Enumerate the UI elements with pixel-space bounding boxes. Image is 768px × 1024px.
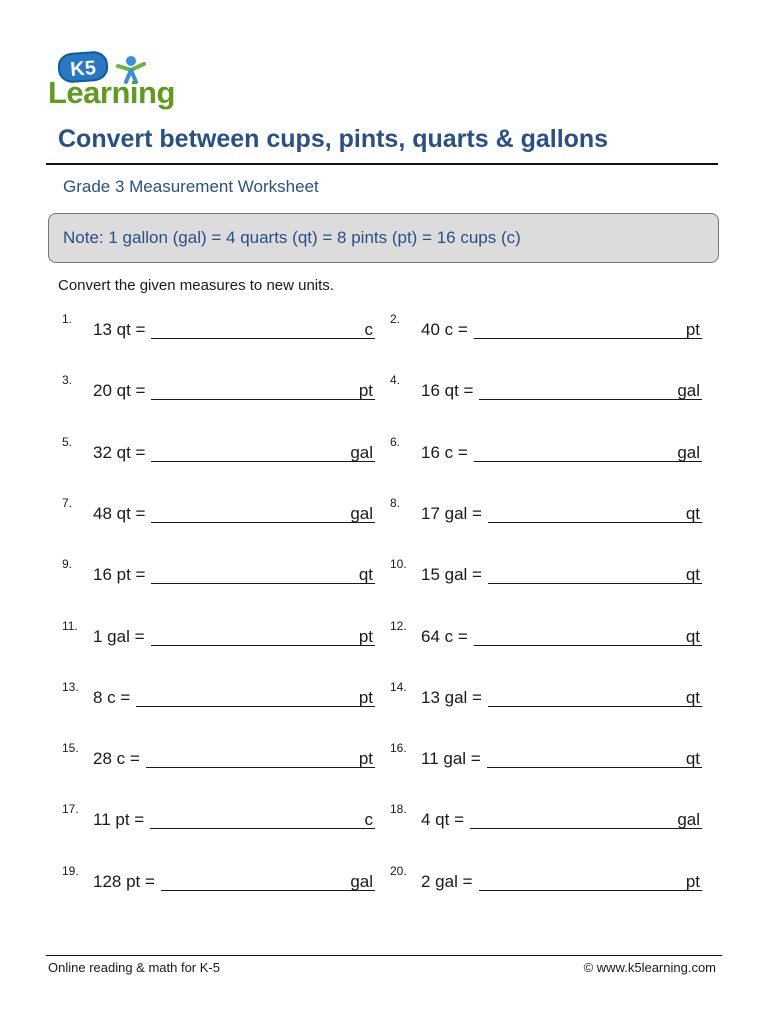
- problem-question: 16 qt =: [421, 381, 474, 401]
- problem-item: [62, 557, 375, 591]
- answer-unit: pt: [358, 381, 373, 401]
- answer-blank[interactable]: [136, 682, 375, 707]
- answer-unit: pt: [685, 871, 700, 891]
- problem-question: 40 c =: [421, 320, 468, 339]
- answer-unit: pt: [685, 320, 700, 339]
- problem-question: 2 gal =: [421, 871, 473, 891]
- problem-number: 13.: [62, 679, 79, 694]
- problem-number: 20.: [390, 863, 407, 878]
- problem-question: 11 pt =: [93, 810, 145, 830]
- problem-number: 1.: [62, 312, 73, 326]
- problem-question: 20 qt =: [93, 381, 146, 401]
- answer-blank[interactable]: [151, 437, 375, 462]
- answer-unit: qt: [685, 503, 700, 523]
- footer-url: © www.k5learning.com: [583, 960, 716, 975]
- answer-blank[interactable]: [488, 559, 702, 584]
- answer-unit: c: [364, 810, 373, 830]
- page-title: Convert between cups, pints, quarts & gallons: [58, 125, 609, 153]
- problem-item: [62, 619, 375, 653]
- problem-number: 15.: [62, 741, 79, 756]
- problem-item: [390, 312, 702, 346]
- problem-question: 16 c =: [421, 442, 468, 462]
- problem-number: 7.: [62, 495, 73, 510]
- answer-blank[interactable]: [487, 743, 702, 768]
- problem-item: [390, 741, 702, 775]
- problem-question: 13 qt =: [93, 320, 146, 339]
- answer-blank[interactable]: [474, 621, 702, 646]
- problem-item: [390, 864, 702, 898]
- answer-blank[interactable]: [488, 682, 702, 707]
- problem-item: [62, 680, 375, 714]
- problem-question: 32 qt =: [93, 442, 146, 462]
- problem-item: [62, 802, 375, 836]
- problem-item: [390, 680, 702, 714]
- answer-unit: pt: [358, 626, 373, 646]
- problem-item: [390, 496, 702, 530]
- answer-unit: gal: [677, 381, 700, 401]
- problem-question: 13 gal =: [421, 687, 482, 707]
- answer-blank[interactable]: [151, 498, 375, 523]
- answer-unit: qt: [685, 687, 700, 707]
- page-subtitle: Grade 3 Measurement Worksheet: [63, 177, 319, 196]
- problem-number: 10.: [390, 557, 407, 572]
- answer-blank[interactable]: [474, 314, 702, 339]
- problem-item: [390, 619, 702, 653]
- problem-number: 6.: [390, 434, 401, 449]
- problem-number: 8.: [390, 495, 401, 510]
- problem-number: 5.: [62, 434, 73, 449]
- answer-unit: qt: [685, 565, 700, 585]
- answer-unit: gal: [677, 810, 700, 830]
- answer-blank[interactable]: [151, 621, 375, 646]
- conversion-note: Note: 1 gallon (gal) = 4 quarts (qt) = 8 pints (pt) = 16 cups (c): [48, 213, 719, 263]
- problem-question: 11 gal =: [421, 749, 481, 769]
- k5-learning-logo: [48, 50, 188, 114]
- problem-number: 17.: [62, 802, 79, 817]
- logo-badge: K5: [57, 50, 109, 83]
- problem-question: 48 qt =: [93, 503, 146, 523]
- answer-blank[interactable]: [479, 375, 702, 400]
- problem-question: 8 c =: [93, 687, 131, 707]
- problem-number: 12.: [390, 618, 407, 633]
- answer-blank[interactable]: [151, 375, 375, 400]
- problem-number: 18.: [390, 802, 407, 817]
- footer-divider: [46, 955, 722, 956]
- problem-question: 4 qt =: [421, 810, 465, 830]
- answer-unit: gal: [677, 442, 700, 462]
- problem-number: 4.: [390, 373, 401, 388]
- answer-blank[interactable]: [488, 498, 702, 523]
- answer-unit: pt: [358, 749, 373, 769]
- logo-wordmark: Learning: [48, 75, 175, 110]
- problem-question: 17 gal =: [421, 503, 482, 523]
- problem-question: 1 gal =: [93, 626, 145, 646]
- problem-number: 3.: [62, 373, 73, 388]
- answer-blank[interactable]: [470, 804, 702, 829]
- answer-unit: qt: [685, 626, 700, 646]
- title-divider: [46, 163, 718, 165]
- answer-unit: qt: [685, 749, 700, 769]
- problem-item: [390, 557, 702, 591]
- problem-question: 128 pt =: [93, 871, 155, 891]
- problem-number: 11.: [62, 618, 78, 633]
- answer-unit: gal: [350, 442, 373, 462]
- problem-item: [62, 741, 375, 775]
- answer-unit: c: [364, 320, 373, 339]
- problem-number: 2.: [390, 312, 401, 326]
- answer-blank[interactable]: [474, 437, 702, 462]
- answer-blank[interactable]: [479, 866, 702, 891]
- answer-blank[interactable]: [151, 559, 375, 584]
- problem-question: 15 gal =: [421, 565, 482, 585]
- problem-item: [62, 435, 375, 469]
- problem-number: 14.: [390, 679, 407, 694]
- answer-blank[interactable]: [146, 743, 375, 768]
- answer-unit: pt: [358, 687, 373, 707]
- problem-question: 64 c =: [421, 626, 468, 646]
- answer-blank[interactable]: [161, 866, 375, 891]
- problem-number: 9.: [62, 557, 73, 572]
- problem-number: 19.: [62, 863, 79, 878]
- problem-item: [62, 312, 375, 346]
- answer-unit: qt: [358, 565, 373, 585]
- problem-item: [390, 802, 702, 836]
- answer-unit: gal: [350, 871, 373, 891]
- answer-unit: gal: [350, 503, 373, 523]
- answer-blank[interactable]: [150, 804, 375, 829]
- instructions: Convert the given measures to new units.: [58, 277, 334, 294]
- footer-tagline: Online reading & math for K-5: [48, 960, 220, 975]
- problem-item: [390, 373, 702, 407]
- problem-question: 28 c =: [93, 749, 140, 769]
- problem-item: [62, 496, 375, 530]
- answer-blank[interactable]: [151, 314, 375, 339]
- problem-item: [390, 435, 702, 469]
- problem-item: [62, 864, 375, 898]
- problem-question: 16 pt =: [93, 565, 146, 585]
- problem-item: [62, 373, 375, 407]
- problem-number: 16.: [390, 741, 407, 756]
